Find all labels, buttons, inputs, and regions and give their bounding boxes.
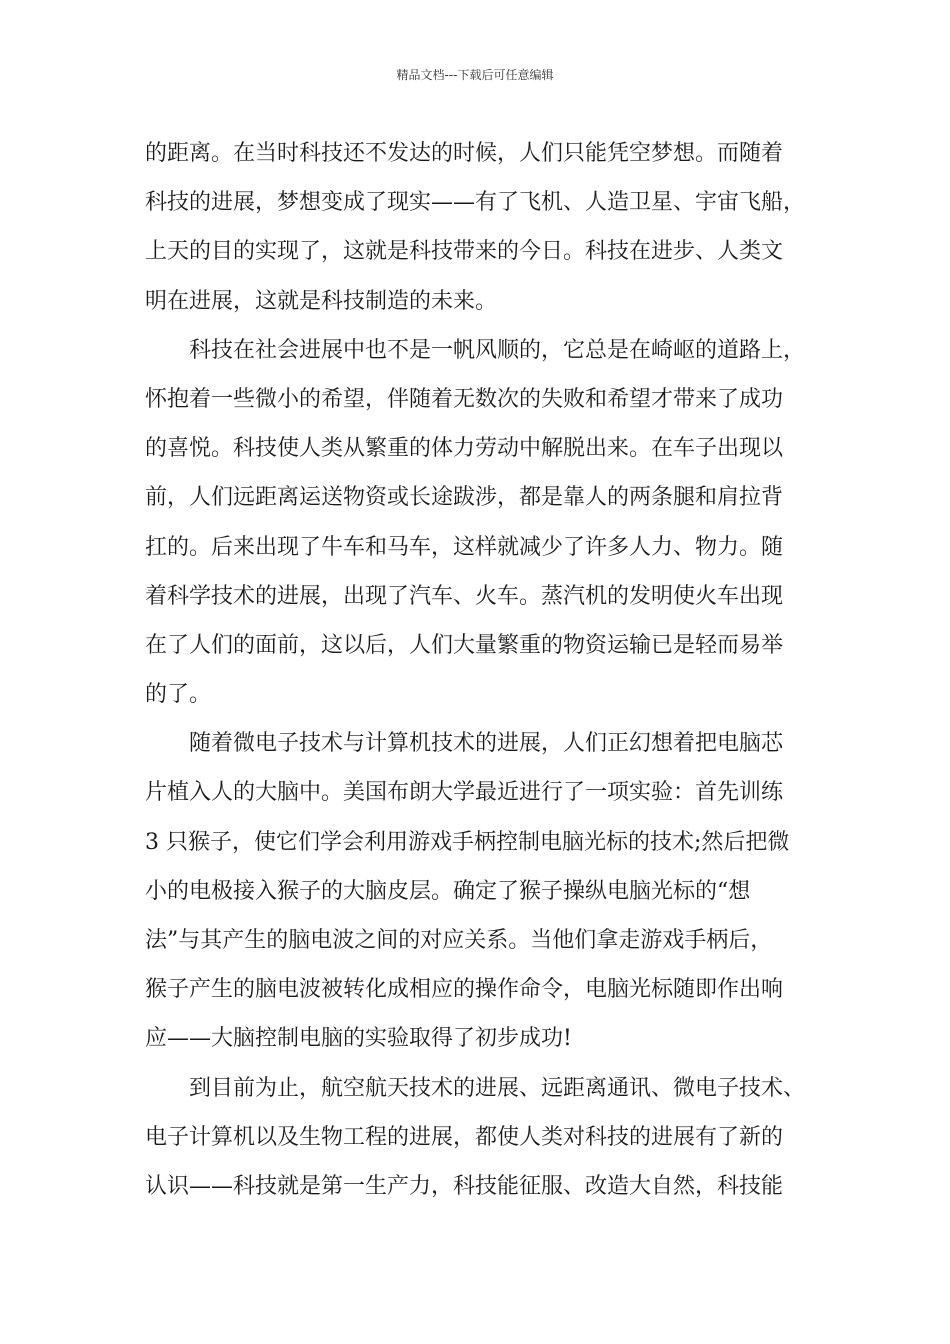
text-line: 的距离。在当时科技还不发达的时候，人们只能凭空梦想。而随着 — [145, 141, 784, 166]
paragraph — [145, 719, 825, 1063]
document-body — [145, 129, 825, 1211]
text-line: 怀抱着一些微小的希望，伴随着无数次的失败和希望才带来了成功 — [145, 386, 784, 412]
text-line: 猴子产生的脑电波被转化成相应的操作命令，电脑光标随即作出响 — [145, 977, 784, 1003]
paragraph — [145, 326, 825, 720]
text-line: 的了。 — [145, 682, 212, 708]
text-line: 扛的。后来出现了牛车和马车，这样就减少了许多人力、物力。随 — [145, 534, 784, 560]
text-line: 应——大脑控制电脑的实验取得了初步成功! — [145, 1026, 572, 1052]
text-line: 电子计算机以及生物工程的进展，都使人类对科技的进展有了新的 — [145, 1124, 784, 1150]
paragraph — [145, 129, 825, 326]
text-line: 认识——科技就是第一生产力，科技能征服、改造大自然，科技能 — [145, 1173, 784, 1199]
text-line: 科技的进展，梦想变成了现实——有了飞机、人造卫星、宇宙飞船， — [145, 190, 806, 216]
text-line: 随着微电子技术与计算机技术的进展，人们正幻想着把电脑芯 — [189, 731, 784, 757]
text-line: 明在进展，这就是科技制造的未来。 — [145, 288, 498, 314]
text-line: 科技在社会进展中也不是一帆风顺的，它总是在崎岖的道路上， — [189, 337, 806, 363]
text-line: 上天的目的实现了，这就是科技带来的今日。科技在进步、人类文 — [145, 239, 784, 265]
text-line: 前，人们远距离运送物资或长途跋涉，都是靠人的两条腿和肩拉背 — [145, 485, 784, 511]
text-line: 的喜悦。科技使人类从繁重的体力劳动中解脱出来。在车子出现以 — [145, 436, 784, 462]
text-line: 小的电极接入猴子的大脑皮层。确定了猴子操纵电脑光标的“想 — [145, 878, 751, 904]
text-line: 在了人们的面前，这以后，人们大量繁重的物资运输已是轻而易举 — [145, 632, 784, 658]
text-line: 法”与其产生的脑电波之间的对应关系。当他们拿走游戏手柄后， — [145, 928, 773, 953]
page-header: 精品文档---下载后可任意编辑 — [396, 68, 554, 82]
text-line: 着科学技术的进展，出现了汽车、火车。蒸汽机的发明使火车出现 — [145, 583, 784, 609]
text-line: 片植入人的大脑中。美国布朗大学最近进行了一项实验：首先训练 — [145, 780, 784, 806]
text-line: 3 只猴子，使它们学会利用游戏手柄控制电脑光标的技术;然后把微 — [145, 829, 790, 855]
paragraph — [145, 1064, 825, 1212]
text-line: 到目前为止，航空航天技术的进展、远距离通讯、微电子技术、 — [189, 1075, 806, 1101]
